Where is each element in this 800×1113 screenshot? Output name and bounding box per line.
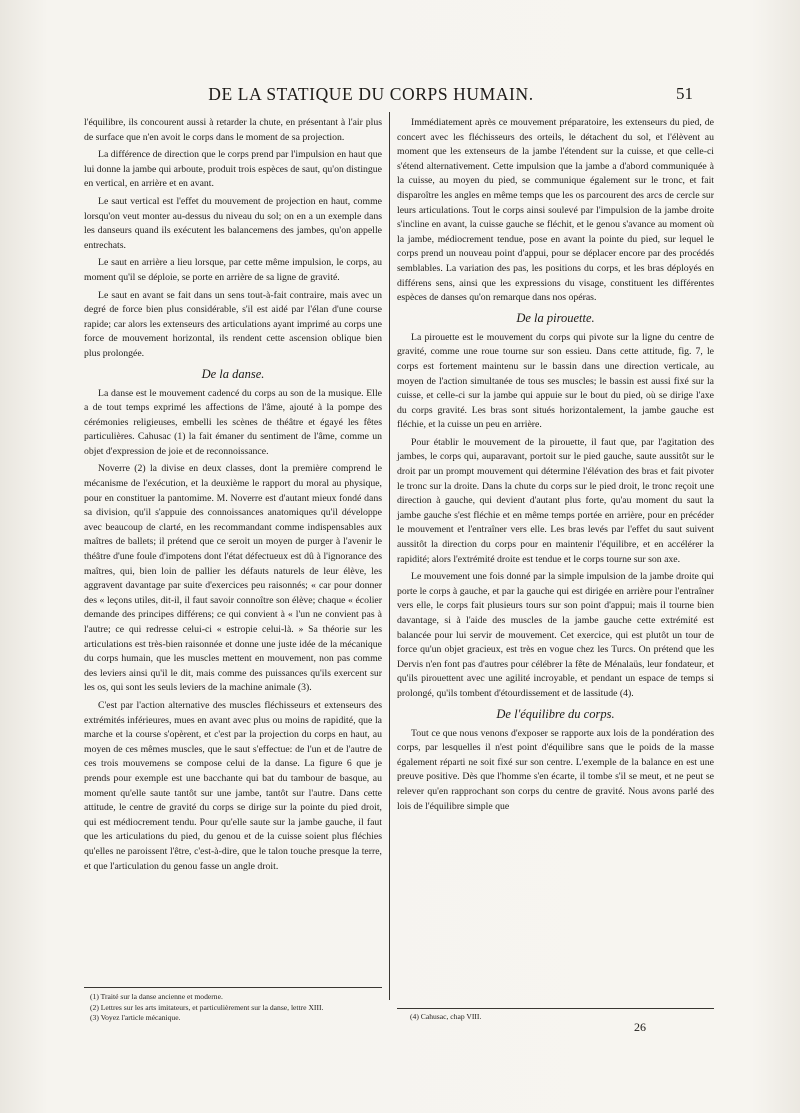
paragraph: Immédiatement après ce mouvement préparatoire, les extenseurs du pied, de concert avec les fléchisseurs des orteils, le détachent du sol, et l'élèvent au moment que les extenseurs de la jambe l'étendent sur la cuisse, et que celle-ci s'étend alternativement. Cette impulsion que la jambe a d'abord communiquée à la cuisse, au moyen du pied, se communique également sur le tronc, et fait disparoître les angles en même temps que les os parcourent des arcs de cercle sur leurs articulations. Tout le corps ainsi soulevé par l'impulsion de la jambe droite s'incline en avant, la cuisse gauche se fléchit, et le genou s'avance au moment où la jambe, médiocrement tendue, pose en avant la pointe du pied, sur lequel le corps prend un nouveau point d'appui, pour se déplacer encore par des procédés semblables. La variation des pas, les positions du corps, et les bras déployés en différens sens, ainsi que les expressions du visage, constituent les différentes espèces de danses qu'on remarque dans nos opéras. [397, 117, 714, 304]
page-number: 51 [676, 84, 693, 103]
paragraph: l'équilibre, ils concourent aussi à retarder la chute, en présentant à l'air plus de surface que n'en avoit le corps dans le moment de sa projection. [84, 117, 382, 143]
paragraph: Le saut en arrière a lieu lorsque, par cette même impulsion, le corps, au moment qu'il se déploie, se porte en arrière de sa ligne de gravité. [84, 257, 382, 283]
paragraph: La danse est le mouvement cadencé du corps au son de la musique. Elle a de tout temps exprimé les affections de l'âme, ajouté à la pompe des cérémonies religieuses, embelli les scènes de théâtre et égayé les fêtes particulières. Cahusac (1) la fait émaner du sentiment de l'âme, comme un objet d'expression de joie et de reconnoissance. [84, 387, 382, 457]
footnotes-left [90, 992, 382, 1024]
signature-mark: 26 [634, 1020, 646, 1034]
footnote: (4) Cahusac, chap VIII. [410, 1012, 482, 1021]
paragraph: Pour établir le mouvement de la pirouette, il faut que, par l'agitation des jambes, le corps qui, auparavant, portoit sur le pied gauche, saute aussitôt sur le droit par un prompt mouvement qui détermine l'élévation des bras et fait pivoter le tronc sur la droite. Dans la chute du corps sur le pied droit, le tronc reçoit une direction à gauche, qui devient d'autant plus forte, qu'au moment du saut la jambe gauche s'est fléchie et en même temps portée en arrière, pour en précéder le mouvement et l'entraîner vers elle. Les bras levés par l'effet du saut suivent aussitôt la direction du corps pour en maintenir l'équilibre, et en accélérer la rapidité; alors l'extrémité droite est tendue et le corps tourne sur son axe. [397, 436, 714, 565]
footnotes-right [410, 1012, 710, 1023]
running-title: DE LA STATIQUE DU CORPS HUMAIN. [208, 84, 534, 104]
section-heading-equilibre: De l'équilibre du corps. [496, 706, 615, 721]
paragraph: C'est par l'action alternative des muscles fléchisseurs et extenseurs des extrémités inférieures, mues en avant avec plus ou moins de rapidité, que la marche et la course s'opèrent, et c'est par la projection du corps en haut, au moyen de ces mêmes muscles, que le saut s'effectue: de l'un et de l'autre de ces trois mouvemens se compose celui de la danse. La figure 6 que je prends pour exemple est une bacchante qui bat du tambour de basque, au moment qu'elle saute tantôt sur une jambe, tantôt sur l'autre. Dans cette attitude, le centre de gravité du corps se dirige sur la pointe du pied droit, qui est médiocrement tendu. Pour qu'elle saute sur la jambe gauche, il faut que les articulations du pied, du genou et de la cuisse soient plus fléchies qu'elles ne paroissent l'être, c'est-à-dire, que le talon touche presque la terre, et que l'articulation du genou fasse un angle droit. [84, 699, 382, 872]
section-heading-pirouette: De la pirouette. [516, 310, 595, 325]
column-divider [389, 112, 390, 1000]
paragraph: Le mouvement une fois donné par la simple impulsion de la jambe droite qui porte le corps à gauche, et par la gauche qui est dirigée en arrière pour l'entraîner vers elle, le corps fait plusieurs tours sur son point d'appui; mais il tourne bien davantage, si à l'aide des muscles de la jambe gauche cette extrémité est balancée pour lui servir de mouvement. Cet exercice, qui est plutôt un tour de force qu'un objet gracieux, est très en vogue chez les Turcs. On prétend que les Dervis n'en font pas d'autres pour célébrer la fête de Ménalaüs, leur fondateur, et qu'ils pirouettent avec une agilité incroyable, et pendant un espace de temps si prolongé, qu'ils tombent d'étourdissement et de lassitude (4). [397, 571, 714, 699]
footnote: (2) Lettres sur les arts imitateurs, et particulièrement sur la danse, lettre XIII. [90, 1002, 324, 1012]
paragraph: La pirouette est le mouvement du corps qui pivote sur la ligne du centre de gravité, comme une roue tourne sur son essieu. Dans cette attitude, fig. 7, le corps est fortement maintenu sur le bassin dans une direction verticale, au moyen de l'action simultanée de tous ses muscles; le bassin est aussi fixé sur la cuisse, et celle-ci sur la jambe qui appuie sur le bout du pied, où se dirige l'axe du corps gravité. Les bras sont situés horizontalement, la jambe gauche est fléchie, et la cuisse un peu en arrière. [397, 331, 714, 431]
footnote: (3) Voyez l'article mécanique. [90, 1013, 181, 1022]
paragraph: Tout ce que nous venons d'exposer se rapporte aux lois de la pondération des corps, par lesquelles il n'est point d'équilibre sans que le poids de la masse également réparti ne soit fixé sur son centre. L'exemple de la balance en est une preuve positive. Dès que l'homme s'en écarte, il tombe s'il se meut, et ne peut se relever qu'en rapprochant son corps du centre de gravité. Nous avons parlé des lois de l'équilibre simple que [397, 727, 714, 812]
section-heading-danse: De la danse. [201, 366, 265, 381]
left-column [84, 116, 382, 877]
footnote-rule-left [84, 987, 382, 988]
paragraph: Le saut en avant se fait dans un sens tout-à-fait contraire, mais avec un degré de force bien plus considérable, s'il est aidé par l'élan d'une course rapide; car alors les extenseurs des articulations ayant imprimé au corps une force de mouvement horizontal, ils rendent cette ascension oblique bien plus prolongée. [84, 289, 382, 359]
footnote-rule-right [397, 1008, 714, 1009]
paragraph: Noverre (2) la divise en deux classes, dont la première comprend le mécanisme de l'exécution, et la deuxième le rapport du moral au physique, pour en constituer la pantomime. M. Noverre est d'autant mieux fondé dans sa division, qu'il s'appuie des connoissances anatomiques qu'il développe avec beaucoup de clarté, en les recommandant comme indispensables aux maîtres de ballets; il prétend que ce seroit un moyen de purger à l'avenir le théâtre d'une foule d'impotens dont l'état défectueux est dû à l'ignorance des maîtres, qui, bien loin de pallier les défauts naturels de leur élève, les aggravent davantage par suite d'exercices peu raisonnés; « car pour donner des « leçons utiles, dit-il, il faut savoir connoître son élève; chaque « écolier demande des principes différens; ce qui convient à « l'un ne convient pas à l'autre; ce qui redresse celui-ci « estropie celui-là. » Sa théorie sur les articulations est très-bien raisonnée et donne une juste idée de la mécanique du corps humain, que les muscles mettent en mouvement, non pas comme des leviers ainsi qu'il le dit, mais comme des puissances qu'ils exercent sur les os, qui sont les seuls leviers de la machine animale (3). [84, 463, 382, 694]
right-column [397, 116, 714, 817]
paragraph: Le saut vertical est l'effet du mouvement de projection en haut, comme lorsqu'on veut monter au-dessus du niveau du sol; on en a un exemple dans les danseurs quand ils exécutent les balancemens des jambes, qu'on appelle entrechats. [84, 195, 382, 251]
footnote: (1) Traité sur la danse ancienne et moderne. [90, 992, 223, 1001]
paragraph: La différence de direction que le corps prend par l'impulsion en haut que lui donne la jambe qui arboute, produit trois espèces de saut, qu'on distingue en vertical, en arrière et en avant. [84, 149, 382, 190]
